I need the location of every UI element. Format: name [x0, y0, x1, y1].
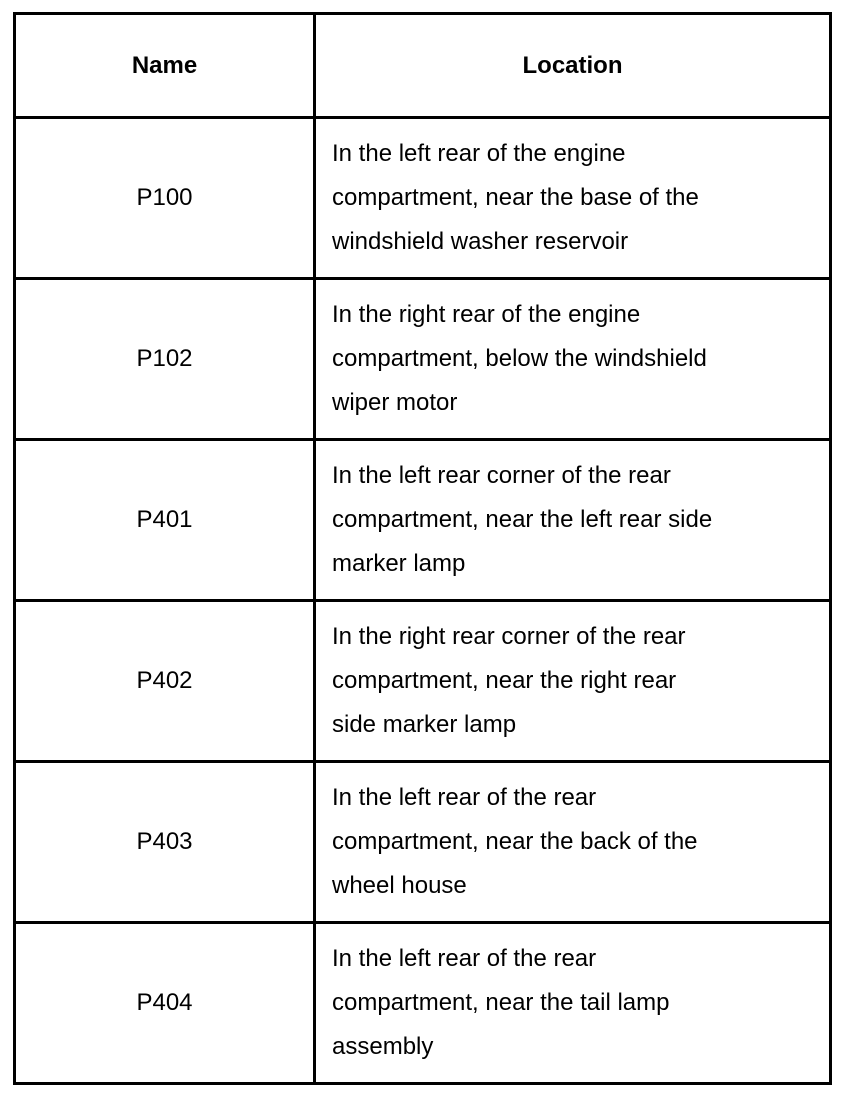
location-line: compartment, near the base of the	[332, 184, 699, 211]
connector-location	[315, 118, 831, 279]
location-line: side marker lamp	[332, 711, 517, 738]
table-header	[15, 14, 831, 118]
connector-location	[315, 762, 831, 923]
location-line: compartment, near the left rear side	[332, 506, 713, 533]
location-line: windshield washer reservoir	[332, 228, 629, 255]
table-row	[15, 440, 831, 601]
location-line: compartment, near the back of the	[332, 828, 698, 855]
location-line: compartment, near the right rear	[332, 667, 677, 694]
location-line: In the left rear of the engine	[332, 140, 626, 167]
location-line: wiper motor	[332, 389, 458, 416]
location-line: In the left rear of the rear	[332, 784, 597, 811]
table-row	[15, 279, 831, 440]
header-name: Name	[15, 14, 315, 118]
location-line: assembly	[332, 1033, 434, 1060]
connector-name: P404	[15, 923, 315, 1084]
connector-location	[315, 440, 831, 601]
table-row	[15, 118, 831, 279]
connector-location	[315, 923, 831, 1084]
connector-name: P403	[15, 762, 315, 923]
connector-name: P100	[15, 118, 315, 279]
header-location: Location	[315, 14, 831, 118]
location-line: compartment, below the windshield	[332, 345, 707, 372]
location-line: In the right rear corner of the rear	[332, 623, 686, 650]
connector-location	[315, 601, 831, 762]
connector-name: P401	[15, 440, 315, 601]
table-row	[15, 601, 831, 762]
connector-name: P102	[15, 279, 315, 440]
location-line: compartment, near the tail lamp	[332, 989, 670, 1016]
location-line: marker lamp	[332, 550, 466, 577]
connector-name: P402	[15, 601, 315, 762]
connector-location-table	[13, 12, 832, 1085]
connector-location	[315, 279, 831, 440]
header-row	[15, 14, 831, 118]
location-line: In the left rear of the rear	[332, 945, 597, 972]
location-line: wheel house	[332, 872, 467, 899]
location-line: In the right rear of the engine	[332, 301, 641, 328]
table-row	[15, 923, 831, 1084]
location-line: In the left rear corner of the rear	[332, 462, 671, 489]
table-row	[15, 762, 831, 923]
table-body	[15, 118, 831, 1084]
